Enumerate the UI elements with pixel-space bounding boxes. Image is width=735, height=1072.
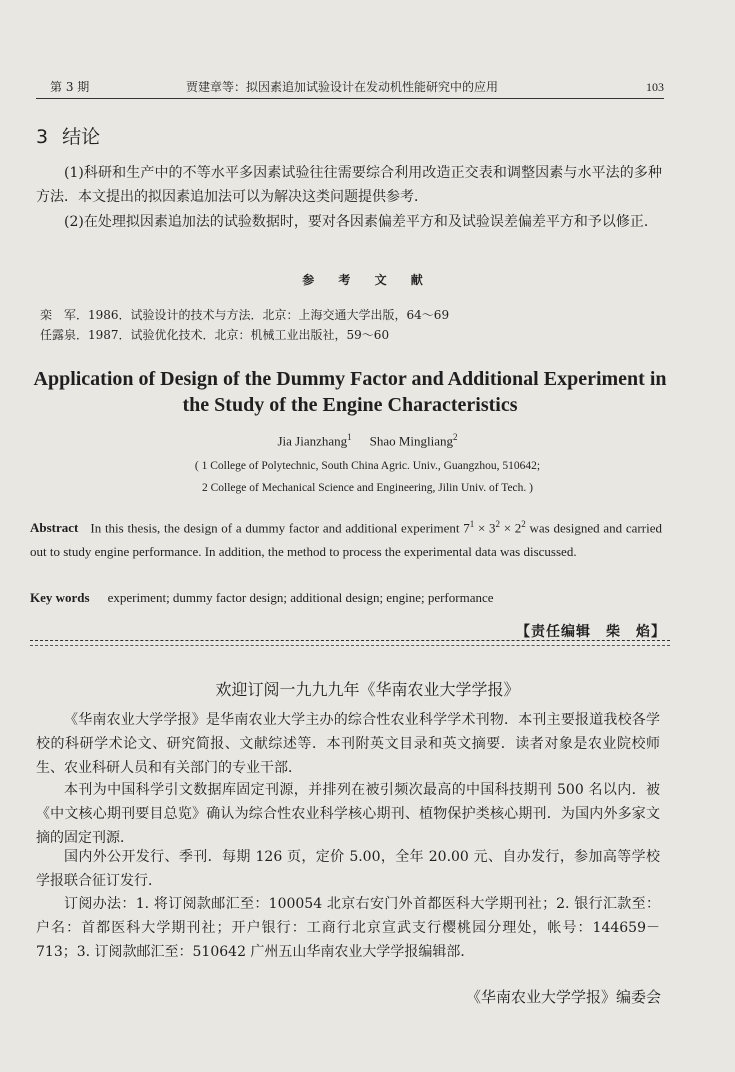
author-affiliation-mark: 2 — [453, 432, 458, 442]
divider-line — [30, 645, 670, 646]
abstract-text: × 3 — [474, 520, 496, 536]
english-title: Application of Design of the Dummy Factor and Additional Experiment in the Study of the Engine Characteristics — [33, 368, 667, 416]
announcement-paragraph: 订阅办法：1. 将订阅款邮汇至：100054 北京右安门外首都医科大学期刊社；2. 银行汇款至：户名：首都医科大学期刊社；开户银行：工商行北京宣武支行樱桃园分理处，帐号：144659－713；3. 订阅款邮汇至：510642 广州五山华南农业大学学报编辑部． — [36, 896, 660, 960]
authors-line — [0, 432, 735, 449]
announcement-paragraph: 国内外公开发行、季刊．每期 126 页，定价 5.00，全年 20.00 元、自办发行，参加高等学校学报联合征订发行． — [36, 849, 660, 889]
abstract-label: Abstract — [30, 520, 79, 536]
conclusion-paragraph-2: (2)在处理拟因素追加法的试验数据时，要对各因素偏差平方和及试验误差偏差平方和予以修正． — [64, 214, 658, 230]
announcement-paragraph: 本刊为中国科学引文数据库固定刊源，并排列在被引频次最高的中国科技期刊 500 名以内．被《中文核心期刊要目总览》确认为综合性农业科学核心期刊、植物保护类核心期刊．为国内外多家文摘的固定刊源． — [36, 782, 660, 846]
exponent: 1 — [469, 519, 475, 529]
references-heading: 参 考 文 献 — [302, 273, 433, 287]
divider-line — [30, 640, 670, 641]
section-number: 3 — [36, 126, 49, 148]
reference-item: 任露泉．1987．试验优化技术．北京：机械工业出版社，59～60 — [40, 328, 390, 342]
announcement-title: 欢迎订阅一九九九年《华南农业大学学报》 — [215, 680, 520, 699]
abstract-text: In this thesis, the design of a dummy factor and additional experiment 7 — [90, 520, 470, 536]
keywords-text: experiment; dummy factor design; additional design; engine; performance — [107, 590, 494, 605]
running-header — [36, 72, 664, 99]
announcement-paragraph: 《华南农业大学学报》是华南农业大学主办的综合性农业科学学术刊物．本刊主要报道我校各学校的科研学术论文、研究简报、文献综述等．本刊附英文目录和英文摘要．读者对象是农业院校师生、农业科研人员和有关部门的专业干部． — [36, 712, 660, 776]
abstract-text: × 2 — [500, 520, 522, 536]
keywords-label: Key words — [30, 590, 90, 605]
reference-item: 栾 军．1986．试验设计的技术与方法．北京：上海交通大学出版，64～69 — [40, 308, 450, 322]
author-name: Shao Mingliang — [369, 433, 454, 449]
abstract-text: was designed and carried out to study engine performance. In addition, the method to process the experimental data was discussed. — [30, 520, 662, 560]
affiliation-line: ( 1 College of Polytechnic, South China Agric. Univ., Guangzhou, 510642; — [194, 460, 541, 472]
english-abstract — [30, 512, 662, 564]
conclusion-paragraph-1: (1)科研和生产中的不等水平多因素试验往往需要综合利用改造正交表和调整因素与水平法的多种方法．本文提出的拟因素追加法可以为解决这类问题提供参考． — [36, 165, 662, 205]
editorial-board-signature: 《华南农业大学学报》编委会 — [466, 988, 662, 1006]
running-title: 贾建章等：拟因素追加试验设计在发动机性能研究中的应用 — [186, 80, 499, 94]
issue-number: 第 3 期 — [50, 80, 90, 94]
responsible-editor: 【责任编辑 柴 焰】 — [516, 624, 666, 640]
page-number: 103 — [646, 80, 664, 94]
author-name: Jia Jianzhang — [277, 433, 348, 449]
exponent: 2 — [521, 519, 526, 529]
affiliation-line: 2 College of Mechanical Science and Engineering, Jilin Univ. of Tech. ) — [202, 482, 533, 494]
section-title: 结论 — [62, 126, 101, 148]
section-heading — [36, 122, 114, 149]
exponent: 2 — [495, 519, 501, 529]
author-affiliation-mark: 1 — [347, 432, 352, 442]
keywords-line — [30, 590, 494, 606]
